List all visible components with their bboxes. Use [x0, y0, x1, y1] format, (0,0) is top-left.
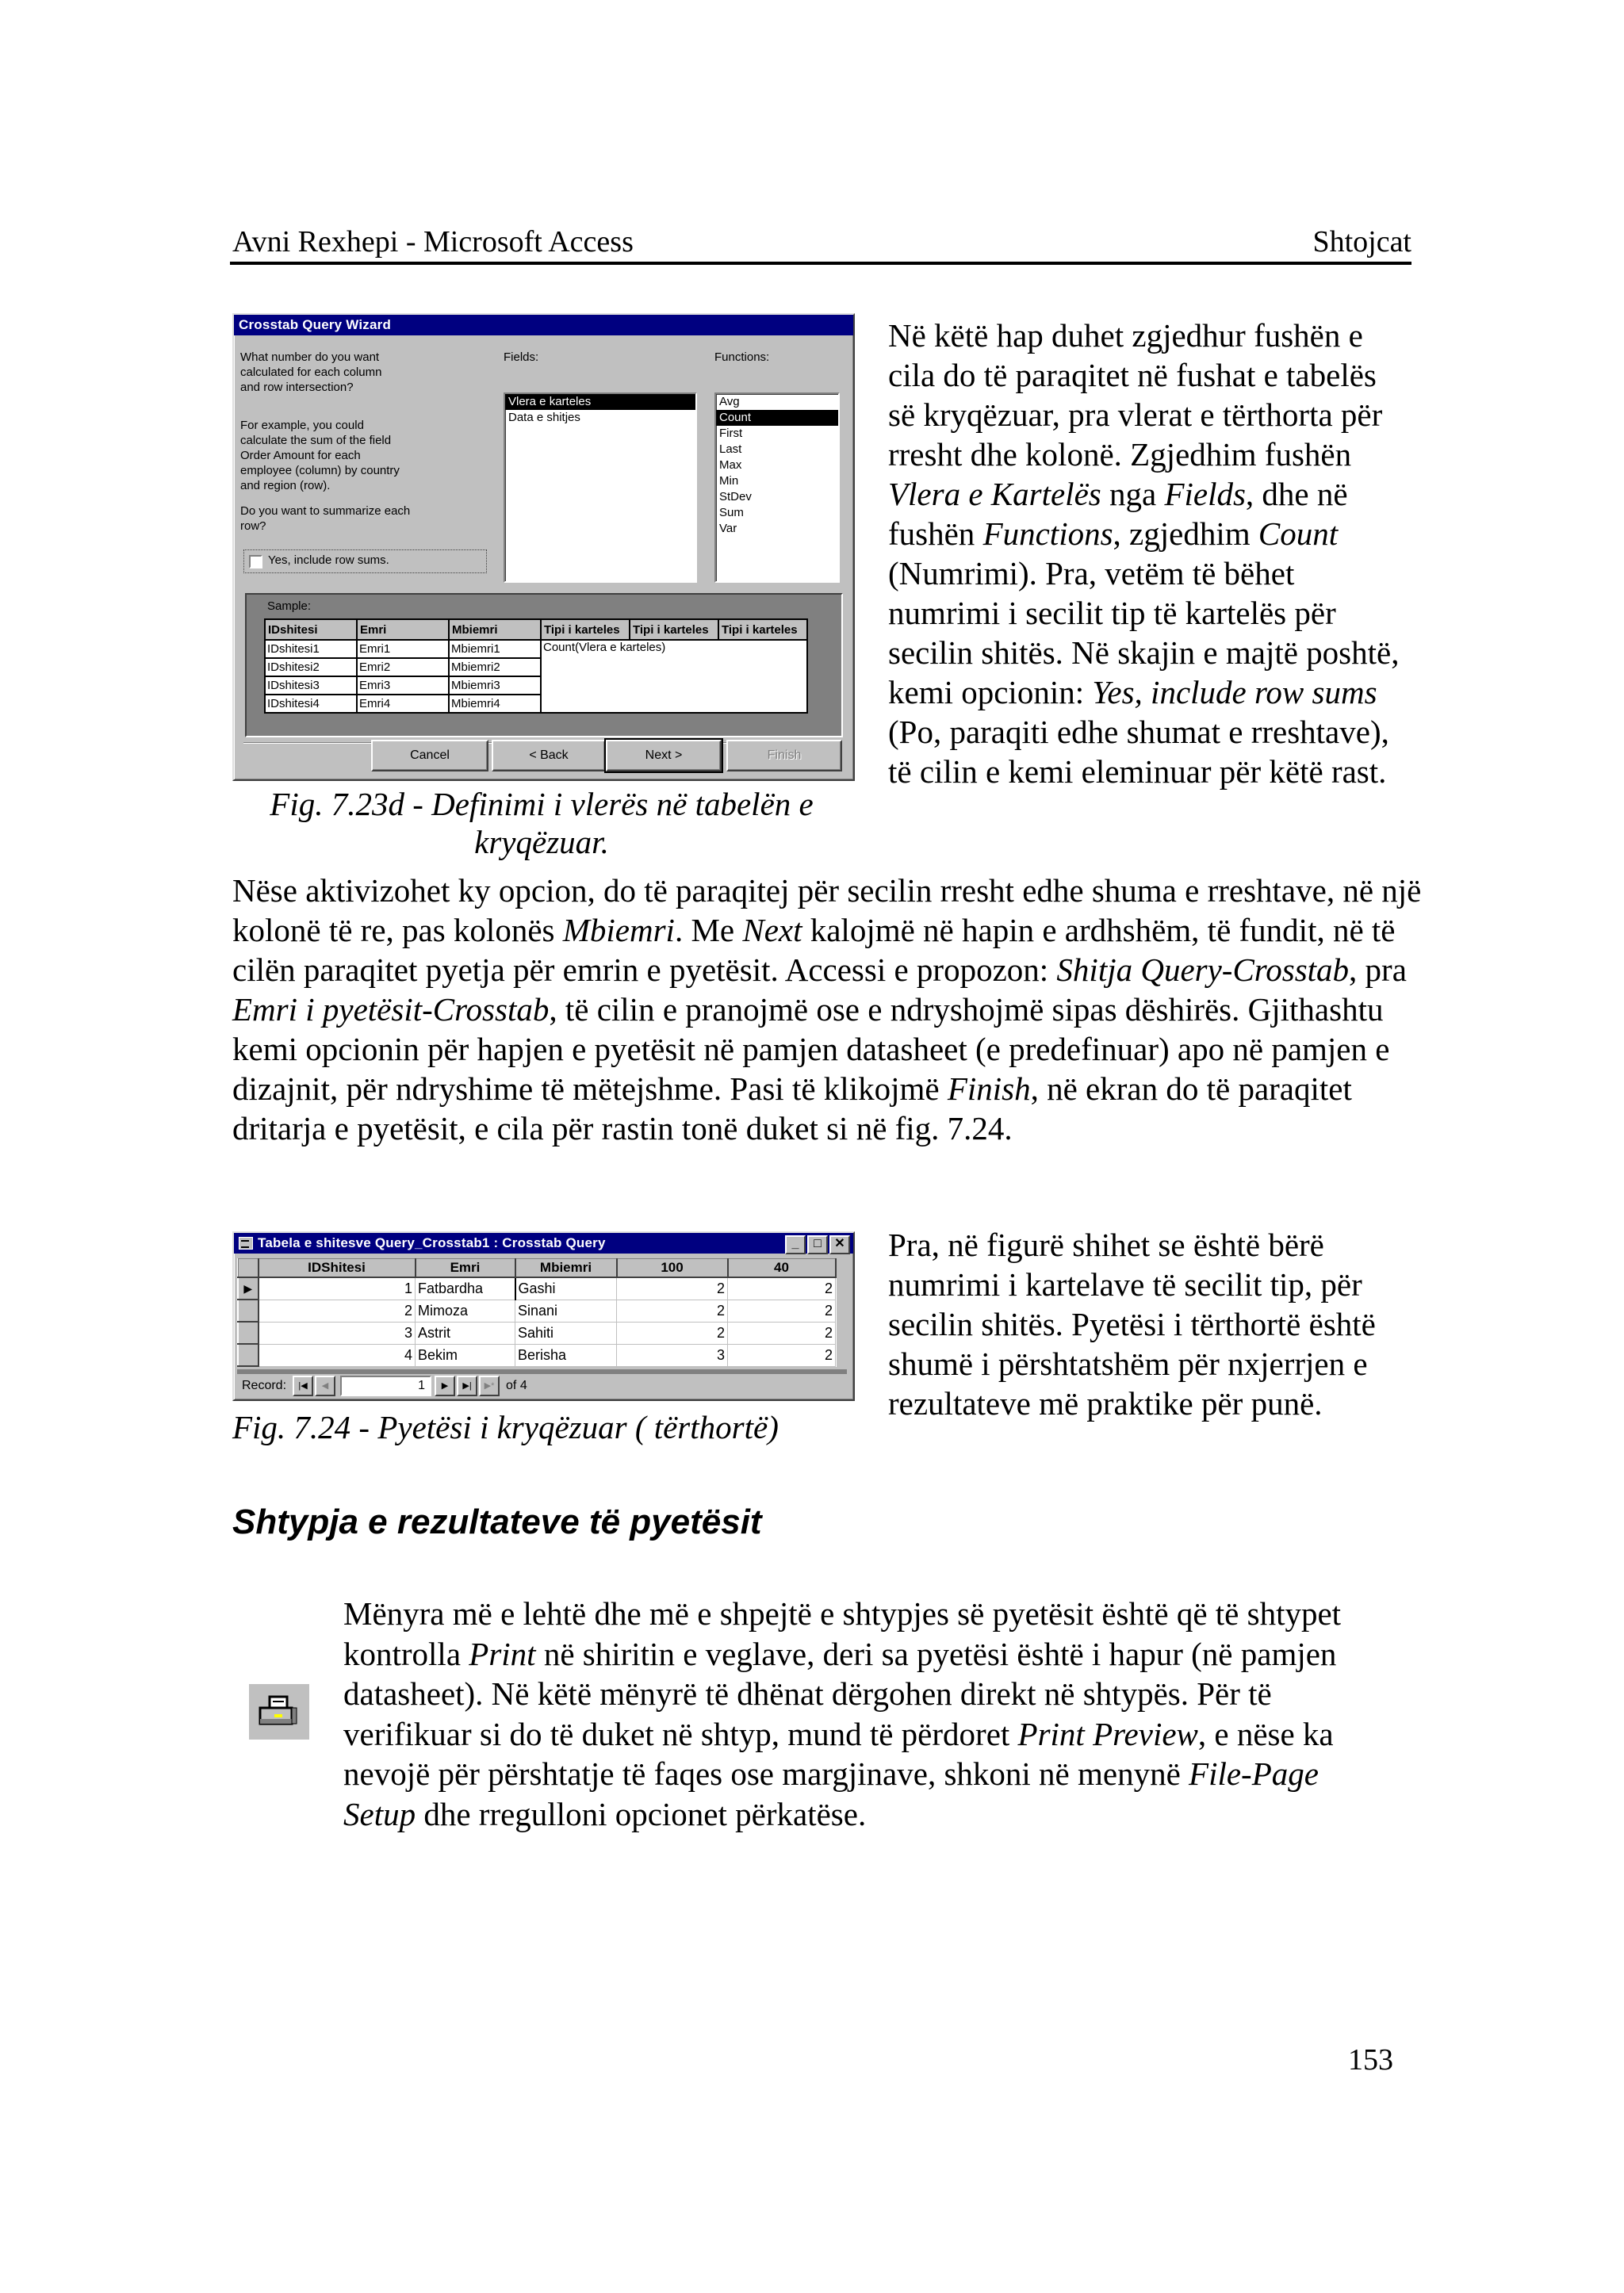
text-run: në shiritin e veglave, deri sa pyetësi është i hapur (në pamjen datasheet). Në këtë mënyrë të dhënat dërgohen direkt në shtypës. Për të verifikuar si do të duket në shtyp, mund të përdoret	[343, 1635, 1337, 1752]
datasheet-window-icon	[239, 1237, 253, 1250]
row-selector[interactable]	[238, 1300, 259, 1322]
italic-term: Print Preview	[1017, 1715, 1198, 1752]
minimize-icon[interactable]: _	[785, 1235, 806, 1254]
italic-term: File-Page Setup	[343, 1755, 1319, 1832]
text-run: Mënyra më e lehtë dhe më e shpejtë e shtypjes së pyetësit është që të shtypet kontrolla	[343, 1595, 1342, 1672]
wizard-question: What number do you want calculated for each column and row intersection?	[240, 350, 382, 394]
datasheet-titlebar	[234, 1233, 853, 1254]
maximize-icon[interactable]: □	[807, 1235, 828, 1254]
italic-term: Yes, include row sums	[1092, 674, 1377, 710]
text-run: dhe rregulloni opcionet përkatëse.	[416, 1795, 867, 1832]
cell-40[interactable]: 2	[728, 1277, 836, 1300]
cancel-button[interactable]: Cancel	[371, 740, 488, 771]
function-item-min[interactable]: Min	[719, 474, 739, 488]
wizard-summarize-question: Do you want to summarize each row?	[240, 504, 411, 533]
paragraph-row-sums-option	[232, 871, 1422, 1148]
row-selector-header	[238, 1259, 259, 1278]
field-item-data-e-shitjes[interactable]: Data e shitjes	[508, 411, 580, 424]
cell-100[interactable]: 3	[617, 1344, 728, 1366]
figure-caption-7-23d: Fig. 7.23d - Definimi i vlerës në tabelën e kryqëzuar.	[270, 786, 814, 860]
sample-preview-frame	[245, 593, 843, 737]
text-run: (Po, paraqiti edhe shumat e rreshtave), të cilin e kemi eleminuar për këtë rast.	[888, 714, 1389, 790]
record-navigation-bar	[237, 1369, 847, 1398]
table-row	[238, 1322, 836, 1344]
italic-term: Finish	[947, 1070, 1031, 1107]
sample-cell: Emri2	[357, 658, 449, 676]
sample-header: Tipi i karteles	[630, 619, 718, 640]
sample-header: Mbiemri	[449, 619, 541, 640]
function-item-first[interactable]: First	[719, 427, 743, 440]
row-selector[interactable]	[238, 1344, 259, 1366]
cell-mbiemri[interactable]: Sinani	[515, 1300, 617, 1322]
sample-cell: Emri3	[357, 676, 449, 695]
functions-label: Functions:	[714, 350, 770, 364]
close-icon[interactable]: ✕	[829, 1235, 850, 1254]
function-item-avg[interactable]: Avg	[719, 395, 740, 408]
function-item-max[interactable]: Max	[719, 458, 742, 472]
sample-cell: Mbiemri1	[449, 640, 541, 658]
paragraph-result-explanation: Pra, në figurë shihet se është bërë numrimi i kartelave të secilit tip, për secilin shitës. Pyetësi i tërthortë është shumë i përshtatshëm për nxjerrjen e rezultateve më praktike për punë.	[888, 1227, 1376, 1422]
cell-40[interactable]: 2	[728, 1344, 836, 1366]
text-run: Nëse aktivizohet ky opcion, do të paraqitej për secilin rresht edhe shuma e rreshtave, në një kolonë të re, pas kolonës	[232, 872, 1422, 948]
field-item-vlera-e-karteles[interactable]: Vlera e karteles	[505, 394, 695, 410]
cell-100[interactable]: 2	[617, 1300, 728, 1322]
paragraph-printing-instructions	[343, 1594, 1398, 1834]
datasheet-grid	[237, 1258, 837, 1367]
function-item-count[interactable]: Count	[716, 410, 838, 426]
italic-term: Fields	[1164, 476, 1246, 512]
sample-cell: IDshitesi3	[265, 676, 357, 695]
italic-term: Print	[469, 1635, 536, 1672]
checkbox-square[interactable]	[249, 555, 262, 568]
text-run: , dhe në fushën	[888, 476, 1348, 552]
italic-term: Vlera e Kartelës	[888, 476, 1101, 512]
printer-icon	[249, 1684, 309, 1740]
function-item-sum[interactable]: Sum	[719, 506, 744, 519]
italic-term: Emri i pyetësit-Crosstab	[232, 991, 550, 1028]
sample-cell: Mbiemri4	[449, 695, 541, 713]
running-header-section: Shtojcat	[1312, 225, 1411, 258]
sample-cell: Emri1	[357, 640, 449, 658]
sample-label: Sample:	[267, 599, 312, 613]
cell-100[interactable]: 2	[617, 1277, 728, 1300]
sample-header: IDshitesi	[265, 619, 357, 640]
record-count: of 4	[506, 1379, 527, 1392]
cell-idshitesi[interactable]: 1	[259, 1277, 416, 1300]
cell-idshitesi[interactable]: 4	[259, 1344, 416, 1366]
text-run: kalojmë në hapin e ardhshëm, të fundit, në të cilën paraqitet pyetja për emrin e pyetësit. Accessi e propozon:	[232, 912, 1396, 988]
column-header-100[interactable]: 100	[617, 1259, 728, 1278]
new-record-icon[interactable]: ▶*	[479, 1376, 500, 1396]
datasheet-title: Tabela e shitesve Query_Crosstab1 : Crosstab Query	[258, 1235, 606, 1250]
record-number-input[interactable]: 1	[340, 1376, 431, 1396]
sample-value-cell: Count(Vlera e karteles)	[541, 640, 807, 713]
cell-emri[interactable]: Astrit	[416, 1322, 515, 1344]
table-row	[238, 1277, 836, 1300]
finish-button[interactable]: Finish	[726, 740, 842, 771]
text-run: , në ekran do të paraqitet dritarja e pyetësit, e cila për rastin tonë duket si në fig. 7.24.	[232, 1070, 1352, 1146]
text-run: , pra	[1349, 951, 1407, 988]
cell-emri[interactable]: Bekim	[416, 1344, 515, 1366]
sample-header: Tipi i karteles	[541, 619, 630, 640]
text-run: , zgjedhim	[1113, 515, 1258, 552]
fields-label: Fields:	[504, 350, 539, 364]
last-record-icon[interactable]: ▶|	[457, 1376, 477, 1396]
text-run: , e nëse ka nevojë për përshtatje të faqes ose margjinave, shkoni në menynë	[343, 1715, 1334, 1792]
functions-listbox[interactable]	[714, 392, 840, 583]
sample-cell: IDshitesi1	[265, 640, 357, 658]
sample-cell: Mbiemri3	[449, 676, 541, 695]
figure-caption-7-24: Fig. 7.24 - Pyetësi i kryqëzuar ( tërthortë)	[232, 1409, 779, 1445]
column-header-40[interactable]: 40	[728, 1259, 836, 1278]
cell-100[interactable]: 2	[617, 1322, 728, 1344]
next-button[interactable]: Next >	[606, 740, 722, 771]
sample-cell: Mbiemri2	[449, 658, 541, 676]
sample-table	[264, 618, 808, 714]
crosstab-query-datasheet-window	[232, 1231, 855, 1401]
sample-cell: IDshitesi2	[265, 658, 357, 676]
sample-header: Emri	[357, 619, 449, 640]
sample-cell: Emri4	[357, 695, 449, 713]
previous-record-icon[interactable]: ◀	[315, 1376, 335, 1396]
cell-mbiemri[interactable]: Gashi	[515, 1277, 617, 1300]
cell-40[interactable]: 2	[728, 1322, 836, 1344]
row-sums-checkbox[interactable]	[243, 549, 487, 573]
table-row	[238, 1344, 836, 1366]
print-toolbar-button	[249, 1684, 309, 1740]
cell-idshitesi[interactable]: 2	[259, 1300, 416, 1322]
cell-mbiemri[interactable]: Sahiti	[515, 1322, 617, 1344]
sample-header: Tipi i karteles	[718, 619, 807, 640]
column-header-idshitesi[interactable]: IDShitesi	[259, 1259, 416, 1278]
column-header-emri[interactable]: Emri	[416, 1259, 515, 1278]
current-record-indicator-icon[interactable]: ▶	[238, 1277, 259, 1300]
italic-term: Functions	[982, 515, 1113, 552]
header-rule	[230, 262, 1411, 265]
cell-mbiemri[interactable]: Berisha	[515, 1344, 617, 1366]
sample-cell: IDshitesi4	[265, 695, 357, 713]
table-row	[238, 1300, 836, 1322]
row-sums-label: Yes, include row sums.	[268, 553, 389, 567]
back-button[interactable]: < Back	[492, 740, 606, 771]
wizard-example: For example, you could calculate the sum of the field Order Amount for each employee (column) by country and region (row).	[240, 419, 400, 492]
function-item-last[interactable]: Last	[719, 442, 742, 456]
cell-emri[interactable]: Mimoza	[416, 1300, 515, 1322]
italic-term: Next	[742, 912, 802, 948]
cell-idshitesi[interactable]: 3	[259, 1322, 416, 1344]
text-run: Në këtë hap duhet zgjedhur fushën e cila do të paraqitet në fushat e tabelës së kryqëzuar, pra vlerat e tërthorta për rresht dhe kolonë. Zgjedhim fushën	[888, 317, 1383, 473]
first-record-icon[interactable]: |◀	[293, 1376, 313, 1396]
sample-row	[265, 640, 807, 658]
crosstab-query-wizard-window	[232, 313, 855, 781]
cell-40[interactable]: 2	[728, 1300, 836, 1322]
window-caption-buttons	[785, 1235, 850, 1254]
cell-emri[interactable]: Fatbardha	[416, 1277, 515, 1300]
italic-term: Count	[1258, 515, 1339, 552]
next-record-icon[interactable]: ▶	[435, 1376, 455, 1396]
running-header-title: Avni Rexhepi - Microsoft Access	[232, 225, 634, 258]
italic-term: Shitja Query-Crosstab	[1056, 951, 1350, 988]
page-number: 153	[1348, 2043, 1393, 2077]
wizard-titlebar: Crosstab Query Wizard	[234, 315, 853, 335]
section-heading: Shtypja e rezultateve të pyetësit	[232, 1503, 762, 1541]
row-selector[interactable]	[238, 1322, 259, 1344]
text-run: . Me	[674, 912, 743, 948]
text-run: (Numrimi). Pra, vetëm të bëhet numrimi i secilit tip të kartelës për secilin shitës. Në skajin e majtë poshtë, kemi opcionin:	[888, 555, 1400, 710]
italic-term: Mbiemri	[562, 912, 675, 948]
fields-listbox[interactable]	[504, 392, 697, 583]
text-run: nga	[1101, 476, 1165, 512]
record-label: Record:	[242, 1379, 287, 1392]
function-item-stdev[interactable]: StDev	[719, 490, 752, 503]
column-header-mbiemri[interactable]: Mbiemri	[515, 1259, 617, 1278]
text-run: , të cilin e pranojmë ose e ndryshojmë sipas dëshirës. Gjithashtu kemi opcionin për hapjen e pyetësit në pamjen datasheet (e predefinuar) apo në pamjen e dizajnit, për ndryshime të mëtejshme. Pasi të klikojmë	[232, 991, 1390, 1107]
function-item-var[interactable]: Var	[719, 522, 737, 535]
paragraph-wizard-explanation	[888, 316, 1411, 791]
